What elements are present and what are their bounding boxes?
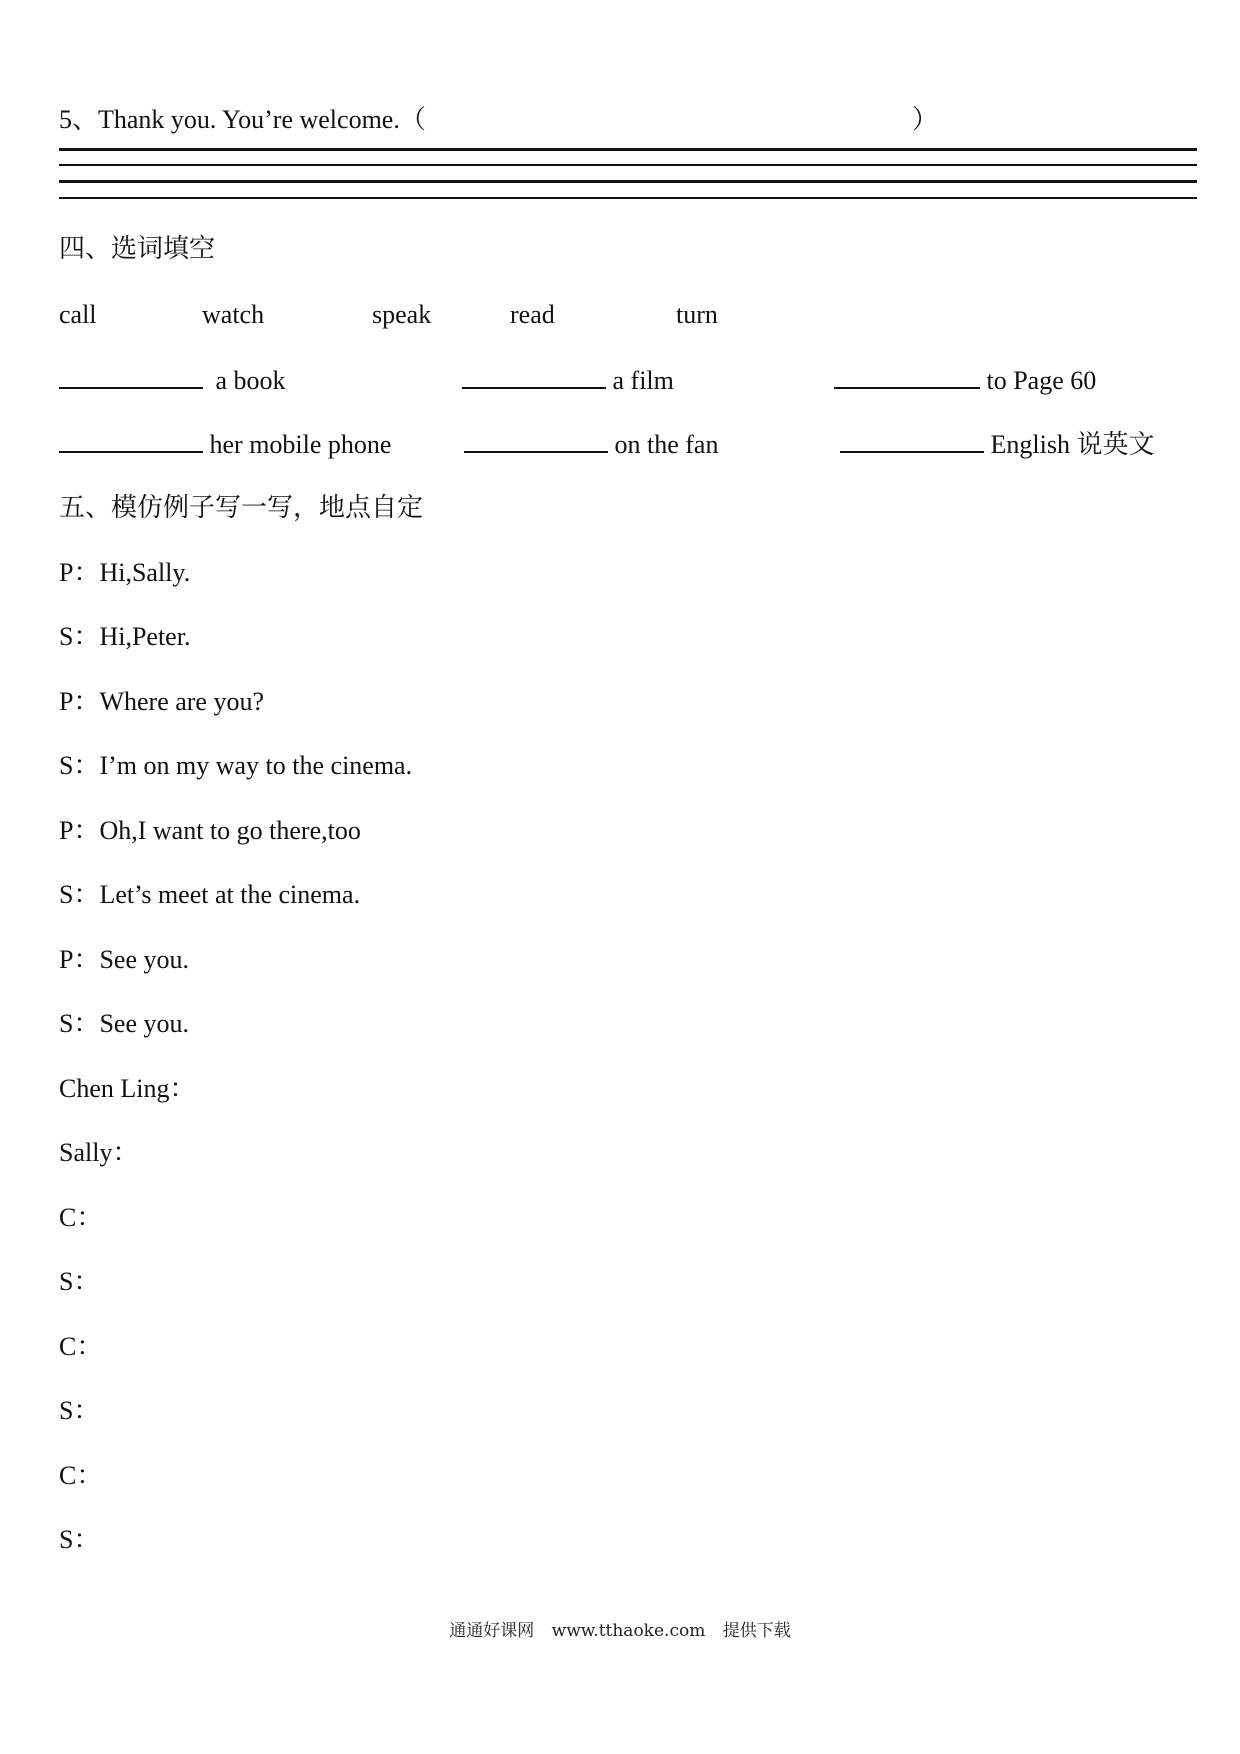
page-footer: [0, 1616, 1240, 1641]
word-speak: speak: [372, 300, 432, 329]
section-4-heading: 四、选词填空: [59, 234, 216, 263]
practice-line[interactable]: S：: [59, 1267, 100, 1296]
dialogue-line: S：Let’s meet at the cinema.: [59, 880, 361, 909]
blank-line[interactable]: [462, 363, 606, 389]
answer-line-1: [59, 148, 1197, 151]
answer-line-2: [59, 164, 1197, 166]
word-turn: turn: [676, 300, 718, 329]
practice-line[interactable]: S：: [59, 1525, 100, 1554]
dialogue-line: S：Hi,Peter.: [59, 622, 191, 651]
practice-line[interactable]: S：: [59, 1396, 100, 1425]
answer-line-4: [59, 197, 1197, 199]
fill-item-on-the-fan: on the fan: [464, 427, 718, 461]
fill-item-english: English 说英文: [840, 427, 1154, 461]
dialogue-line: P：See you.: [59, 945, 190, 974]
fill-item-a-film: a film: [462, 363, 674, 397]
dialogue-line: P：Where are you?: [59, 687, 265, 716]
question-5-close-paren: ）: [912, 105, 939, 134]
practice-line[interactable]: C：: [59, 1461, 103, 1490]
word-read: read: [510, 300, 555, 329]
word-watch: watch: [202, 300, 265, 329]
blank-line[interactable]: [59, 427, 203, 453]
blank-line[interactable]: [834, 363, 980, 389]
practice-line[interactable]: C：: [59, 1332, 103, 1361]
section-5-heading: 五、模仿例子写一写，地点自定: [59, 493, 424, 522]
practice-line[interactable]: Chen Ling：: [59, 1074, 196, 1103]
question-5: [59, 104, 426, 136]
dialogue-line: P：Hi,Sally.: [59, 558, 191, 587]
footer-site: 通通好课网: [449, 1621, 535, 1641]
fill-item-a-book: a book: [59, 363, 286, 397]
answer-line-3: [59, 180, 1197, 183]
practice-line[interactable]: Sally：: [59, 1138, 139, 1167]
dialogue-line: S：See you.: [59, 1009, 190, 1038]
fill-item-to-page-60: to Page 60: [834, 363, 1096, 397]
dialogue-line: P：Oh,I want to go there,too: [59, 816, 361, 845]
practice-line[interactable]: C：: [59, 1203, 103, 1232]
blank-line[interactable]: [59, 363, 203, 389]
footer-note: 提供下载: [722, 1621, 791, 1641]
word-call: call: [59, 300, 97, 329]
dialogue-line: S：I’m on my way to the cinema.: [59, 751, 413, 780]
question-5-text: 5、Thank you. You’re welcome.（: [59, 105, 426, 134]
blank-line[interactable]: [464, 427, 608, 453]
fill-item-mobile-phone: her mobile phone: [59, 427, 391, 461]
footer-url[interactable]: www.tthaoke.com: [551, 1621, 706, 1641]
blank-line[interactable]: [840, 427, 984, 453]
